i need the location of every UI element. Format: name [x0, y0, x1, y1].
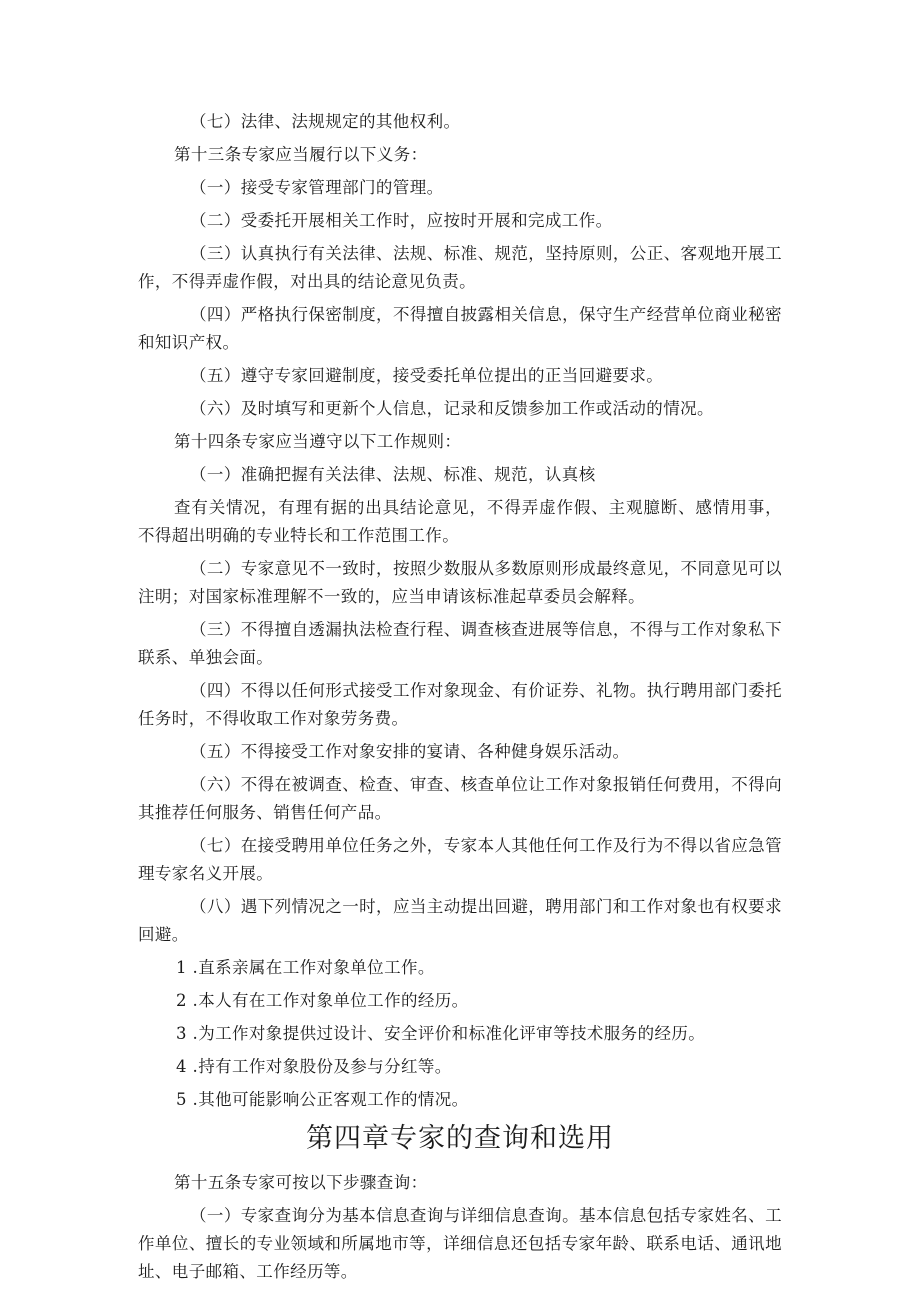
chapter-title: 第四章专家的查询和选用: [306, 1123, 614, 1154]
paragraph: （五）不得接受工作对象安排的宴请、各种健身娱乐活动。: [190, 742, 630, 761]
paragraph: 3 .为工作对象提供过设计、安全评价和标准化评审等技术服务的经历。: [176, 1024, 706, 1043]
paragraph: （六）及时填写和更新个人信息，记录和反馈参加工作或活动的情况。: [190, 399, 714, 418]
paragraph: （四）不得以任何形式接受工作对象现金、有价证券、礼物。执行聘用部门委托任务时，不得收取工作对象劳务费。: [138, 681, 782, 728]
paragraph: 1 .直系亲属在工作对象单位工作。: [176, 958, 435, 977]
paragraph: （七）法律、法规规定的其他权利。: [190, 112, 461, 131]
paragraph: 2 .本人有在工作对象单位工作的经历。: [176, 991, 469, 1010]
section-article-15: [138, 1169, 782, 1286]
section-articles-13-14: [138, 108, 782, 1114]
paragraph: （五）遵守专家回避制度，接受委托单位提出的正当回避要求。: [190, 366, 664, 385]
paragraph: 第十五条专家可按以下步骤查询：: [174, 1173, 428, 1192]
paragraph: （一）专家查询分为基本信息查询与详细信息查询。基本信息包括专家姓名、工作单位、擅长的专业领域和所属地市等，详细信息还包括专家年龄、联系电话、通讯地址、电子邮箱、工作经历等。: [138, 1206, 782, 1281]
paragraph: （四）严格执行保密制度，不得擅自披露相关信息，保守生产经营单位商业秘密和知识产权。: [138, 305, 782, 352]
paragraph: （六）不得在被调查、检查、审查、核查单位让工作对象报销任何费用，不得向其推荐任何服务、销售任何产品。: [138, 775, 782, 822]
paragraph: （七）在接受聘用单位任务之外，专家本人其他任何工作及行为不得以省应急管理专家名义开展。: [138, 836, 782, 883]
paragraph: 4 .持有工作对象股份及参与分红等。: [176, 1057, 452, 1076]
document-page: [138, 108, 782, 1291]
paragraph: 5 .其他可能影响公正客观工作的情况。: [176, 1090, 469, 1109]
paragraph: （三）不得擅自透漏执法检查行程、调查核查进展等信息，不得与工作对象私下联系、单独会面。: [138, 620, 782, 667]
paragraph: （一）接受专家管理部门的管理。: [190, 178, 444, 197]
paragraph: （二）受委托开展相关工作时，应按时开展和完成工作。: [190, 211, 613, 230]
paragraph: 第十四条专家应当遵守以下工作规则：: [174, 432, 462, 451]
paragraph: 第十三条专家应当履行以下义务：: [174, 145, 428, 164]
paragraph: （三）认真执行有关法律、法规、标准、规范，坚持原则，公正、客观地开展工作，不得弄虚作假，对出具的结论意见负责。: [138, 244, 782, 291]
paragraph: 查有关情况，有理有据的出具结论意见，不得弄虚作假、主观臆断、感情用事，不得超出明确的专业特长和工作范围工作。: [138, 498, 782, 545]
paragraph: （八）遇下列情况之一时，应当主动提出回避，聘用部门和工作对象也有权要求回避。: [138, 897, 782, 944]
paragraph: （一）准确把握有关法律、法规、标准、规范，认真核: [190, 465, 596, 484]
paragraph: （二）专家意见不一致时，按照少数服从多数原则形成最终意见，不同意见可以注明；对国家标准理解不一致的，应当申请该标准起草委员会解释。: [138, 559, 782, 606]
